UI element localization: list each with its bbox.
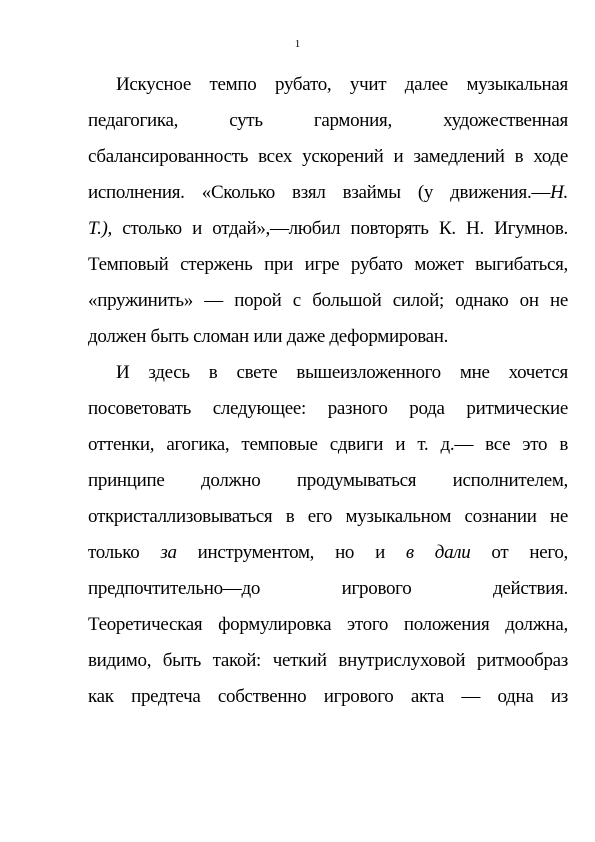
text-line [88,502,568,538]
text-line [88,322,568,358]
text-run: от него, [470,542,568,563]
text-run: Искусное темпо рубато, учит далее музыкальная [116,74,568,95]
text-run: только [88,542,161,563]
text-line [88,538,568,574]
text-line [88,106,568,142]
text-line [88,574,568,610]
text-line [88,286,568,322]
text-run: должен быть сломан или даже деформирован. [88,326,449,347]
text-run: Теоретическая формулировка этого положения должна, [88,614,568,635]
text-line [88,430,568,466]
italic-text: Н. [550,182,568,203]
text-run: педагогика, суть гармония, художественная [88,110,568,131]
italic-text: за [160,542,177,563]
body-text [88,70,568,718]
text-line [88,682,568,718]
text-line [88,178,568,214]
text-run: «пружинить» — порой с большой силой; однако он не [88,290,568,311]
text-line [88,358,568,394]
text-run: Темповый стержень при игре рубато может выгибаться, [88,254,568,275]
text-run: как предтеча собственно игрового акта — одна из [88,686,568,707]
text-run: оттенки, агогика, темповые сдвиги и т. д.— все это в [88,434,568,455]
text-line [88,214,568,250]
text-run: видимо, быть такой: четкий внутрислуховой ритмообраз [88,650,568,671]
text-line [88,70,568,106]
text-run: инструментом, но и [176,542,406,563]
italic-text: Т.), [88,218,112,239]
text-run: откристаллизовываться в его музыкальном сознании не [88,506,568,527]
text-run: посоветовать следующее: разного рода ритмические [88,398,568,419]
text-line [88,394,568,430]
text-line [88,646,568,682]
text-line [88,610,568,646]
text-run: И здесь в свете вышеизложенного мне хочется [116,362,568,383]
text-run: столько и отдай»,—любил повторять К. Н. Игумнов. [112,218,568,239]
page-number: 1 [294,38,301,50]
italic-text: в дали [405,542,471,563]
text-line [88,142,568,178]
text-run: предпочтительно—до игрового действия. [88,578,568,599]
text-run: сбалансированность всех ускорений и замедлений в ходе [88,146,568,167]
text-run: принципе должно продумываться исполнителем, [88,470,568,491]
text-line [88,466,568,502]
text-line [88,250,568,286]
text-run: исполнения. «Сколько взял взаймы (у движения.— [88,182,551,203]
